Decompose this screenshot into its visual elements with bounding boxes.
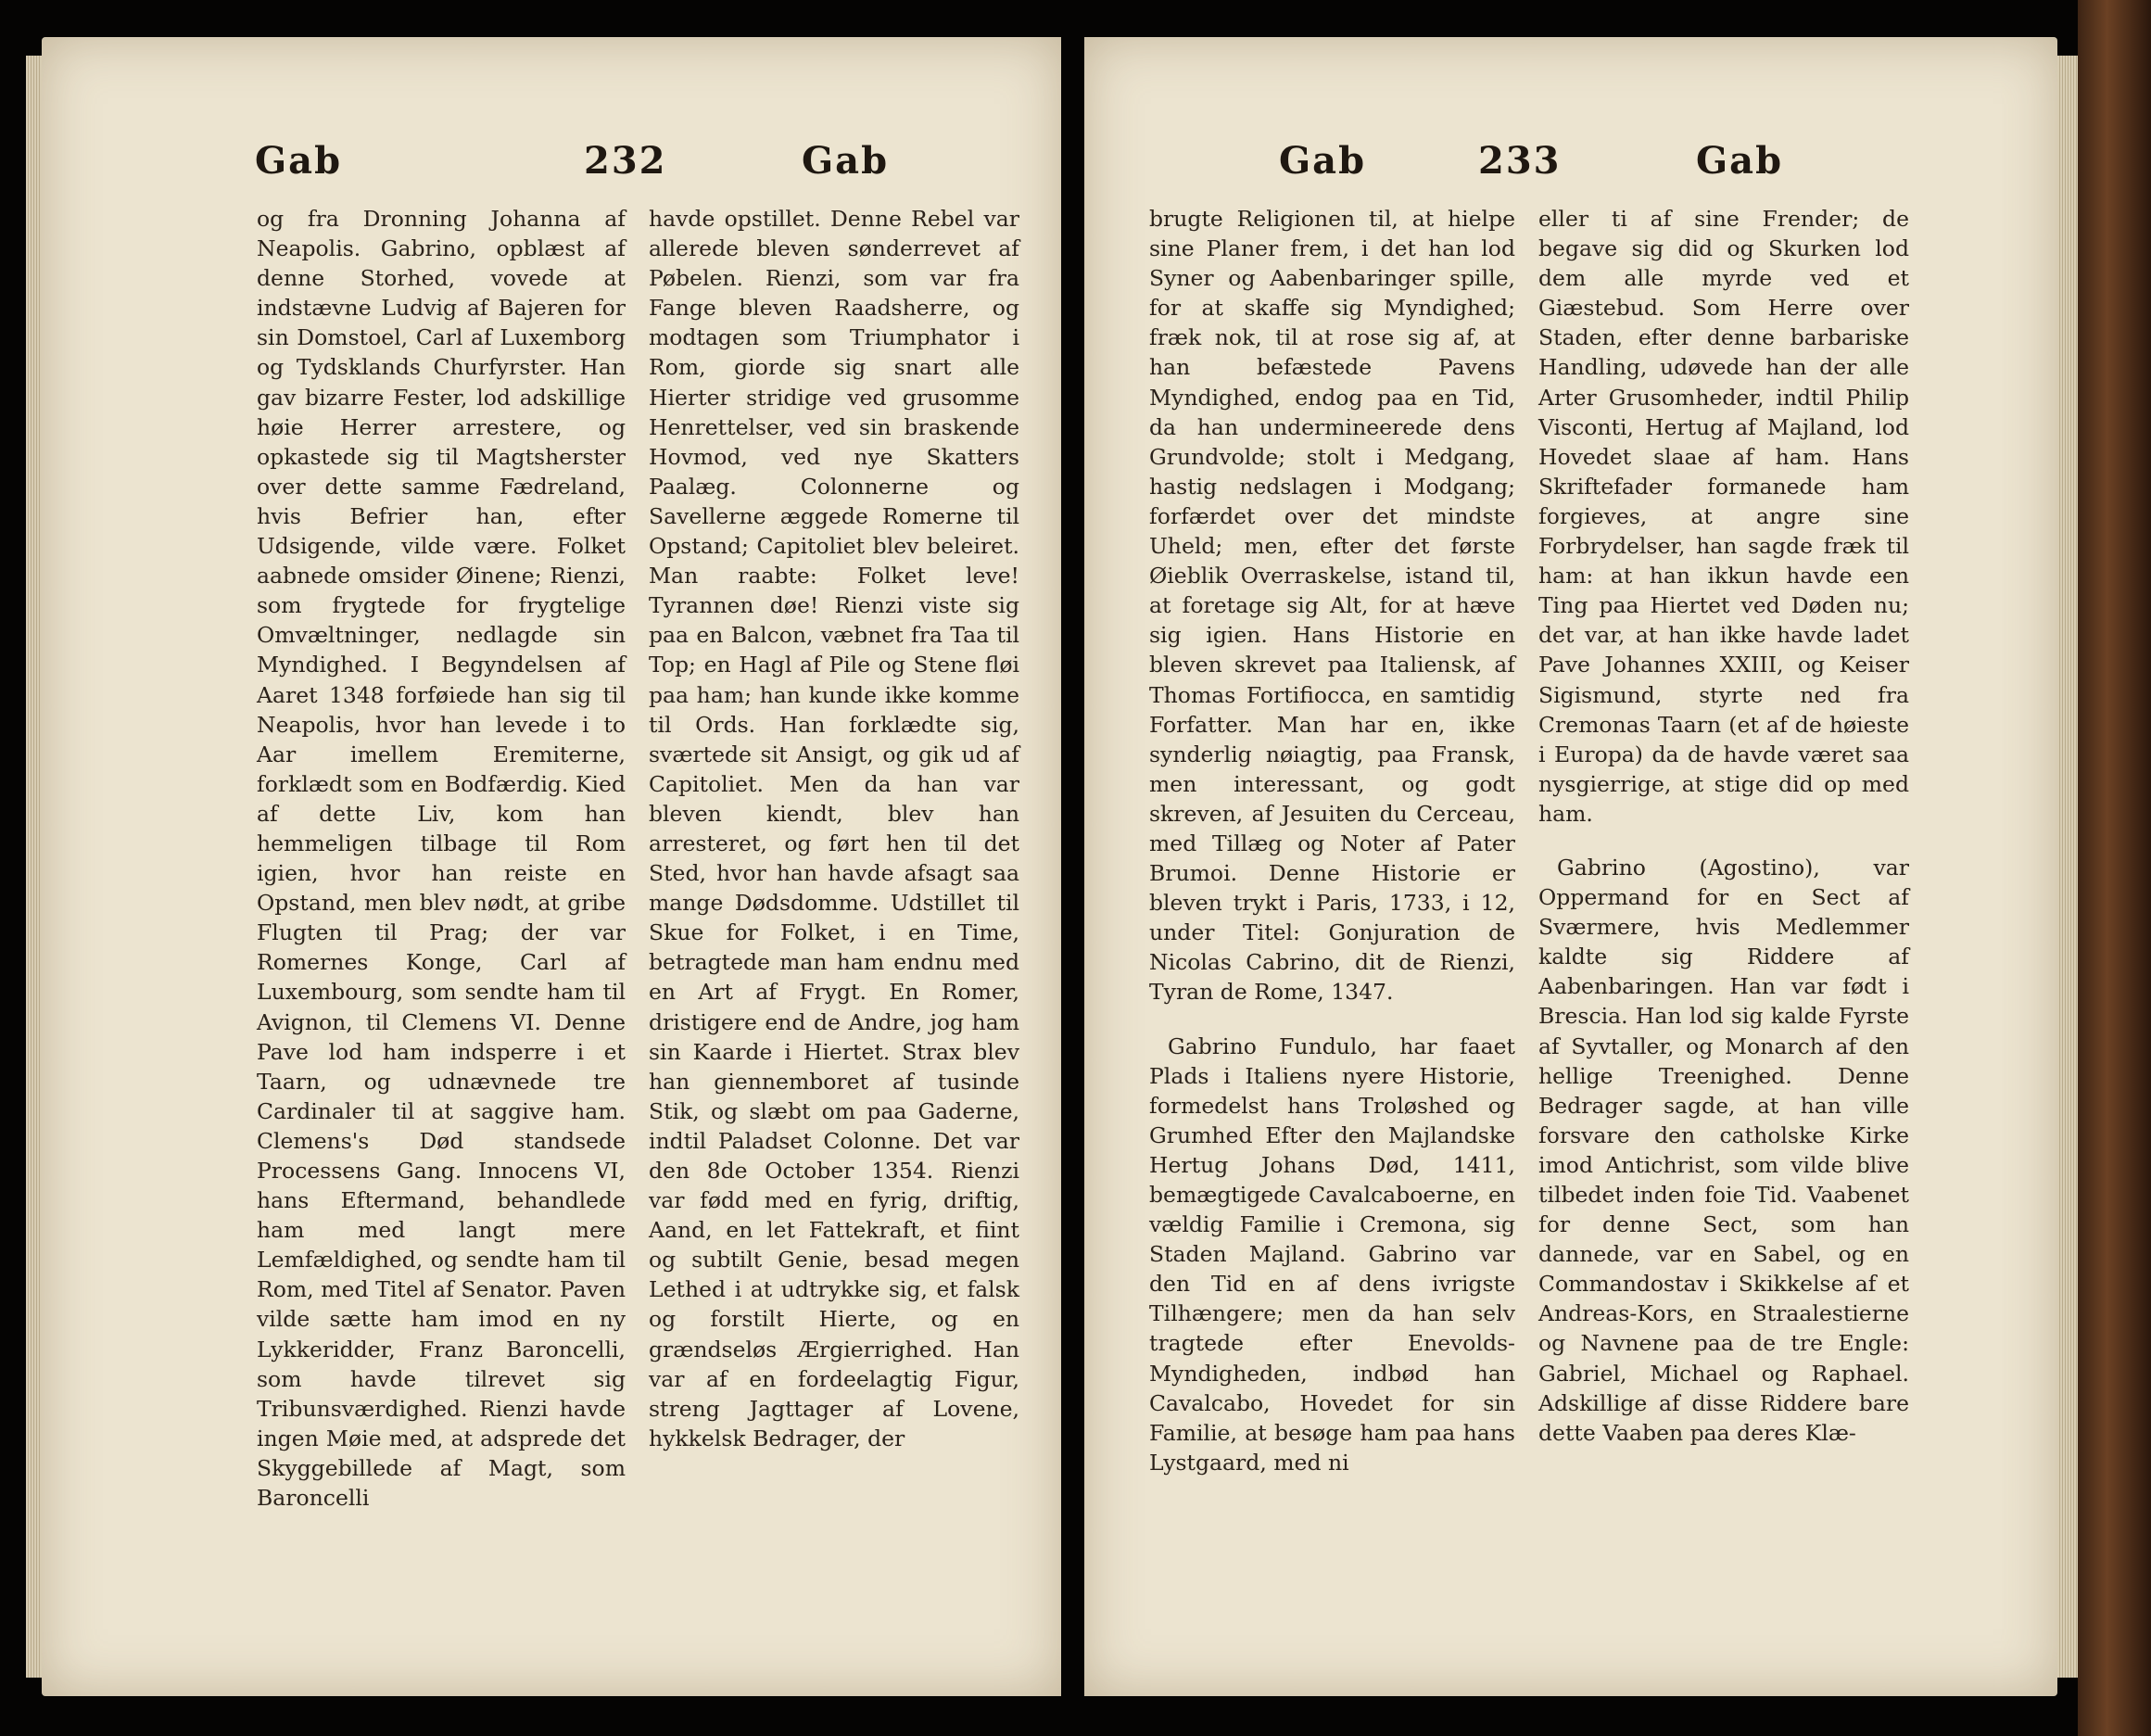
text-block: og fra Dronning Johanna af Neapolis. Gabrino, opblæst af denne Storhed, vovede at indstævne Ludvig af Bajeren for sin Domstoel, Carl af Luxemborg og Tydsklands Churfyrster. Han gav bizarre Fester, lod adskillige høie Herrer arrestere, og opkastede sig til Magtsherster over dette samme Fædreland, hvis Befrier han, efter Udsigende, vilde være. Folket aabnede omsider Øinene; Rienzi, som frygtede for frygtelige Omvæltninger, nedlagde sin Myndighed. I Begyndelsen af Aaret 1348 forføiede han sig til Neapolis, hvor han levede i to Aar imellem Eremiterne, forklædt som en Bodfærdig. Kied af dette Liv, kom han hemmeligen tilbage til Rom igien, hvor han reiste en Opstand, men blev nødt, at gribe Flugten til Prag; der var Romernes Konge, Carl af Luxembourg, som sendte ham til Avignon, til Clemens VI. Denne Pave lod ham indsperre i et Taarn, og udnævnede tre Cardinaler til at saggive ham. Clemens's Død standsede Processens Gang. Innocens VI, hans Eftermand, behandlede ham med langt mere Lemfældighed, og sendte ham til Rom, med Titel af Senator. Paven vilde sætte ham imod en ny Lykkeridder, Franz Baroncelli, som havde tilrevet sig Tribunsværdighed. Rienzi havde ingen Møie med, at adsprede det Skyggebillede af Magt, som Baroncelli	[257, 206, 626, 1512]
right-page-number: 233	[1478, 139, 1562, 183]
text-block: brugte Religionen til, at hielpe sine Planer frem, i det han lod Syner og Aabenbaringer spille, for at skaffe sig Myndighed; fræk nok, til at rose sig af, at han befæstede Pavens Myndighed, endog paa en Tid, da han undermineerede dens Grundvolde; stolt i Medgang, hastig nedslagen i Modgang; forfærdet over det mindste Uheld; men, efter det første Øieblik Overraskelse, istand til, at foretage sig Alt, for at hæve sig igien. Hans Historie en bleven skrevet paa Italiensk, af Thomas Fortifiocca, en samtidig Forfatter. Man har en, ikke synderlig nøiagtig, paa Fransk, men interessant, og godt skreven, af Jesuiten du Cerceau, med Tillæg og Noter af Pater Brumoi. Denne Historie er bleven trykt i Paris, 1733, i 12, under Titel: Gonjuration de Nicolas Cabrino, dit de Rienzi, Tyran de Rome, 1347.	[1149, 206, 1515, 1006]
right-header-word-1: Gab	[1279, 139, 1367, 183]
book-cover	[2078, 0, 2151, 1736]
left-header-word-2: Gab	[802, 139, 890, 183]
left-page	[42, 37, 1061, 1696]
right-column-1	[1149, 204, 1515, 1477]
entry-gabrino-fundulo: Gabrino Fundulo, har faaet Plads i Italiens nyere Historie, formedelst hans Troløshed og Grumhed Efter den Majlandske Hertug Johans Død, 1411, bemægtigede Cavalcaboerne, en vældig Familie i Cremona, sig Staden Majland. Gabrino var den Tid en af dens ivrigste Tilhængere; men da han selv tragtede efter Enevolds-Myndigheden, indbød han Cavalcabo, Hovedet for sin Familie, at besøge ham paa hans Lystgaard, med ni	[1149, 1033, 1515, 1476]
left-column-1	[257, 204, 626, 1513]
right-page	[1084, 37, 2057, 1696]
right-column-2	[1538, 204, 1909, 1448]
text-block: havde opstillet. Denne Rebel var allerede bleven sønderrevet af Pøbelen. Rienzi, som var fra Fange bleven Raadsherre, og modtagen som Triumphator i Rom, giorde sig snart alle Hierter stridige ved grusomme Henrettelser, ved sin braskende Hovmod, ved nye Skatters Paalæg. Colonnerne og Savellerne æggede Romerne til Opstand; Capitoliet blev beleiret. Man raabte: Folket leve! Tyrannen døe! Rienzi viste sig paa en Balcon, væbnet fra Taa til Top; en Hagl af Pile og Stene fløi paa ham; han kunde ikke komme til Ords. Han forklædte sig, sværtede sit Ansigt, og gik ud af Capitoliet. Men da han var bleven kiendt, blev han arresteret, og ført hen til det Sted, hvor han havde afsagt saa mange Dødsdomme. Udstillet til Skue for Folket, i en Time, betragtede man ham endnu med en Art af Frygt. En Romer, dristigere end de Andre, jog ham sin Kaarde i Hiertet. Strax blev han giennemboret af tusinde Stik, og slæbt om paa Gaderne, indtil Paladset Colonne. Det var den 8de October 1354. Rienzi var fødd med en fyrig, driftig, Aand, en let Fattekraft, et fiint og subtilt Genie, besad megen Lethed i at udtrykke sig, et falsk og forstilt Hierte, og en grændseløs Ærgierrighed. Han var af en fordeelagtig Figur, streng Jagttager af Lovene, hykkelsk Bedrager, der	[649, 206, 1019, 1451]
text-block: eller ti af sine Frender; de begave sig did og Skurken lod dem alle myrde ved et Giæstebud. Som Herre over Staden, efter denne barbariske Handling, udøvede han der alle Arter Grusomheder, indtil Philip Visconti, Hertug af Majland, lod Hovedet slaae af ham. Hans Skriftefader formanede ham forgieves, at angre sine Forbrydelser, han sagde fræk til ham: at han ikkun havde een Ting paa Hiertet ved Døden nu; det var, at han ikke havde ladet Pave Johannes XXIII, og Keiser Sigismund, styrte ned fra Cremonas Taarn (et af de høieste i Europa) da de havde været saa nysgierrige, at stige did op med ham.	[1538, 206, 1909, 827]
right-page-edge	[2057, 56, 2078, 1678]
left-page-edge	[26, 56, 43, 1678]
entry-gabrino-agostino: Gabrino (Agostino), var Oppermand for en Sect af Sværmere, hvis Medlemmer kaldte sig Riddere af Aabenbaringen. Han var født i Brescia. Han lod sig kalde Fyrste af Syvtaller, og Monarch af den hellige Treenighed. Denne Bedrager sagde, at han ville forsvare den catholske Kirke imod Antichrist, som vilde blive tilbedet inden foie Tid. Vaabenet for denne Sect, som han dannede, var en Sabel, og en Commandostav i Skikkelse af et Andreas-Kors, en Straalestierne og Navnene paa de tre Engle: Gabriel, Michael og Raphael. Adskillige af disse Riddere bare dette Vaaben paa deres Klæ-	[1538, 854, 1909, 1446]
left-column-2	[649, 204, 1019, 1453]
left-page-number: 232	[584, 139, 667, 183]
left-header-word-1: Gab	[255, 139, 343, 183]
right-header-word-2: Gab	[1696, 139, 1784, 183]
